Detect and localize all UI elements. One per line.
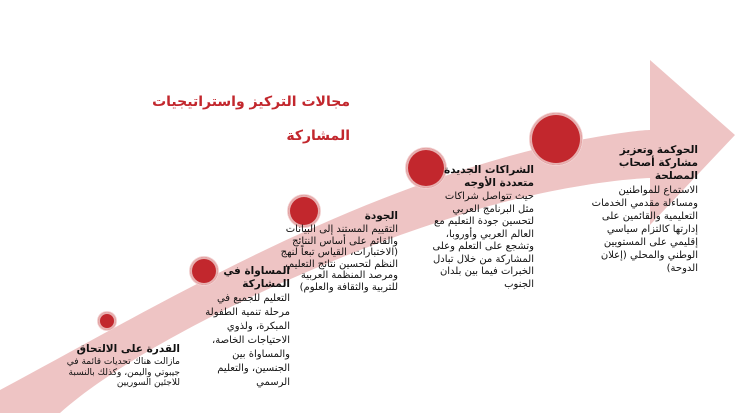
stage-5	[588, 144, 698, 275]
stage-description: التعليم للجميع في مرحلة تنمية الطفولة المبكرة، ولذوي الاحتياجات الخاصة، والمساواة بين الجنسين، والتعليم الرسمي	[205, 293, 290, 388]
stage-marker-5	[530, 113, 582, 165]
stage-marker-1	[98, 312, 116, 330]
stage-title: الجودة	[364, 210, 398, 222]
stage-description: حيث تتواصل شراكات مثل البرنامج العربي لتحسين جودة التعليم مع العالم العربي وأوروبا، وتشجع على التعلم وعلى المشاركة من خلال تبادل الخبرات فيما بين بلدان الجنوب	[432, 191, 534, 290]
stage-title: الشراكات الجديدة متعددة الأوجه	[444, 164, 534, 189]
stage-title: الحوكمة وتعزيز مشاركة أصحاب المصلحة	[618, 144, 698, 182]
stage-4	[428, 164, 534, 291]
stage-2	[200, 265, 290, 390]
stage-description: الاستماع للمواطنين ومساءلة مقدمي الخدمات التعليمية والقائمين على إدارتها كالتزام سياسي إقليمي على المستويين الوطني والمحلي (إعلان الدوحة)	[591, 185, 698, 274]
stage-title: المساواة في المشاركة	[223, 265, 290, 290]
heading-line-2: المشاركة	[286, 128, 350, 144]
stage-description: مازالت هناك تحديات قائمة في جيبوتي واليمن، وكذلك بالنسبة للاجئين السوريين	[66, 357, 180, 388]
stage-description: التقييم المستند إلى البيانات والقائم على أساس النتائج (الاختبارات، القياس تبعاً لنهج النظم لتحسين نتائج التعليم، ومرصد المنظمة العربية للتربية والثقافة والعلوم)	[280, 224, 398, 293]
stage-title: القدرة على الالتحاق	[76, 343, 180, 355]
heading	[150, 92, 350, 146]
stage-1	[65, 343, 180, 389]
stage-3	[280, 210, 398, 293]
heading-line-1: مجالات التركيز واستراتيجيات	[152, 94, 350, 110]
